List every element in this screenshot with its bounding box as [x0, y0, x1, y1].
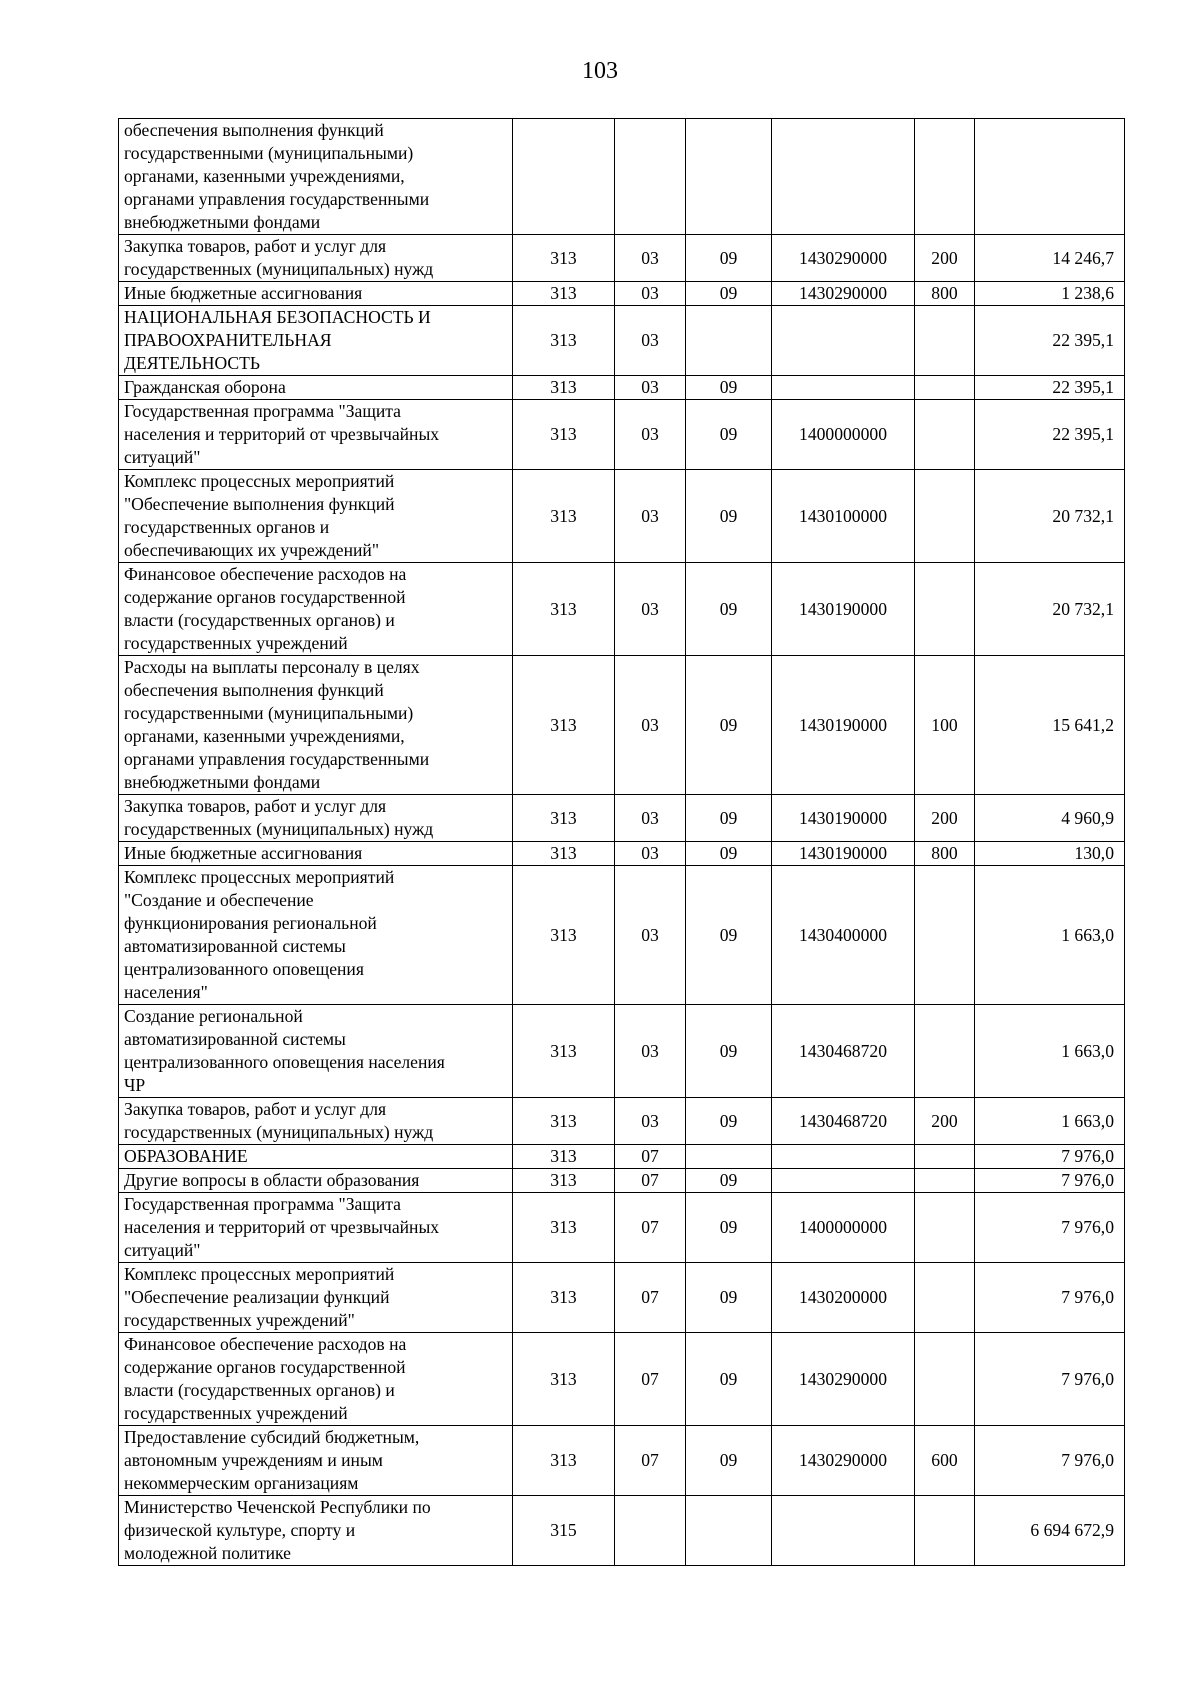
cell-gr-code: 313 — [513, 1426, 615, 1496]
cell-vr-code — [915, 376, 975, 400]
table-row — [119, 1426, 1125, 1496]
table-row — [119, 795, 1125, 842]
table-row — [119, 470, 1125, 563]
cell-vr-code: 600 — [915, 1426, 975, 1496]
cell-rz-code: 07 — [615, 1426, 686, 1496]
cell-rz-code: 03 — [615, 376, 686, 400]
cell-vr-code — [915, 1263, 975, 1333]
cell-name: Финансовое обеспечение расходов на содержание органов государственной власти (государственных органов) и государственных учреждений — [119, 563, 513, 656]
cell-gr-code: 313 — [513, 1333, 615, 1426]
cell-pr-code: 09 — [686, 400, 772, 470]
cell-cs-code — [772, 376, 915, 400]
cell-vr-code — [915, 563, 975, 656]
cell-vr-code — [915, 470, 975, 563]
cell-pr-code — [686, 306, 772, 376]
cell-amount: 1 663,0 — [975, 1098, 1125, 1145]
table-row — [119, 1145, 1125, 1169]
cell-vr-code — [915, 1333, 975, 1426]
cell-cs-code: 1430468720 — [772, 1098, 915, 1145]
cell-amount: 130,0 — [975, 842, 1125, 866]
cell-rz-code: 03 — [615, 842, 686, 866]
cell-pr-code — [686, 119, 772, 235]
cell-gr-code: 313 — [513, 376, 615, 400]
cell-rz-code: 03 — [615, 400, 686, 470]
cell-vr-code — [915, 119, 975, 235]
cell-pr-code: 09 — [686, 1263, 772, 1333]
cell-name: Комплекс процессных мероприятий "Обеспечение реализации функций государственных учреждений" — [119, 1263, 513, 1333]
cell-cs-code — [772, 1496, 915, 1566]
table-row — [119, 1333, 1125, 1426]
cell-vr-code — [915, 1005, 975, 1098]
cell-pr-code: 09 — [686, 1193, 772, 1263]
cell-cs-code — [772, 1169, 915, 1193]
cell-pr-code: 09 — [686, 563, 772, 656]
cell-name: Министерство Чеченской Республики по физической культуре, спорту и молодежной политике — [119, 1496, 513, 1566]
cell-gr-code: 313 — [513, 1098, 615, 1145]
table-row — [119, 866, 1125, 1005]
table-row — [119, 400, 1125, 470]
cell-amount: 20 732,1 — [975, 470, 1125, 563]
cell-gr-code: 313 — [513, 400, 615, 470]
cell-rz-code: 03 — [615, 656, 686, 795]
cell-amount: 7 976,0 — [975, 1169, 1125, 1193]
cell-rz-code: 03 — [615, 1005, 686, 1098]
cell-vr-code: 200 — [915, 795, 975, 842]
cell-amount: 6 694 672,9 — [975, 1496, 1125, 1566]
cell-name: Закупка товаров, работ и услуг для государственных (муниципальных) нужд — [119, 795, 513, 842]
cell-name: Государственная программа "Защита населения и территорий от чрезвычайных ситуаций" — [119, 400, 513, 470]
cell-vr-code: 800 — [915, 842, 975, 866]
cell-rz-code: 07 — [615, 1169, 686, 1193]
cell-vr-code — [915, 1145, 975, 1169]
cell-name: Комплекс процессных мероприятий "Создание и обеспечение функционирования региональной автоматизированной системы централизованного оповещения населения" — [119, 866, 513, 1005]
page-number: 103 — [582, 58, 618, 84]
cell-amount: 20 732,1 — [975, 563, 1125, 656]
cell-pr-code: 09 — [686, 795, 772, 842]
cell-vr-code — [915, 1169, 975, 1193]
cell-name: Закупка товаров, работ и услуг для государственных (муниципальных) нужд — [119, 1098, 513, 1145]
cell-amount: 4 960,9 — [975, 795, 1125, 842]
cell-cs-code: 1430290000 — [772, 235, 915, 282]
cell-cs-code: 1430400000 — [772, 866, 915, 1005]
cell-gr-code: 313 — [513, 1169, 615, 1193]
cell-rz-code: 07 — [615, 1333, 686, 1426]
cell-rz-code: 07 — [615, 1193, 686, 1263]
cell-rz-code: 03 — [615, 306, 686, 376]
cell-cs-code: 1400000000 — [772, 400, 915, 470]
cell-cs-code: 1430100000 — [772, 470, 915, 563]
cell-name: Гражданская оборона — [119, 376, 513, 400]
cell-pr-code: 09 — [686, 866, 772, 1005]
cell-gr-code: 313 — [513, 306, 615, 376]
cell-name: Другие вопросы в области образования — [119, 1169, 513, 1193]
cell-gr-code: 313 — [513, 1193, 615, 1263]
cell-amount: 7 976,0 — [975, 1333, 1125, 1426]
cell-name: Закупка товаров, работ и услуг для государственных (муниципальных) нужд — [119, 235, 513, 282]
table-row — [119, 119, 1125, 235]
cell-amount: 22 395,1 — [975, 400, 1125, 470]
cell-rz-code — [615, 119, 686, 235]
cell-name: НАЦИОНАЛЬНАЯ БЕЗОПАСНОСТЬ И ПРАВООХРАНИТЕЛЬНАЯ ДЕЯТЕЛЬНОСТЬ — [119, 306, 513, 376]
cell-gr-code: 313 — [513, 1005, 615, 1098]
cell-rz-code: 03 — [615, 235, 686, 282]
table-row — [119, 1193, 1125, 1263]
cell-pr-code: 09 — [686, 235, 772, 282]
cell-cs-code: 1430200000 — [772, 1263, 915, 1333]
cell-rz-code: 03 — [615, 1098, 686, 1145]
cell-pr-code — [686, 1145, 772, 1169]
cell-cs-code: 1400000000 — [772, 1193, 915, 1263]
cell-vr-code — [915, 1496, 975, 1566]
cell-amount: 7 976,0 — [975, 1145, 1125, 1169]
cell-gr-code: 313 — [513, 282, 615, 306]
cell-pr-code: 09 — [686, 1426, 772, 1496]
cell-name: Иные бюджетные ассигнования — [119, 282, 513, 306]
table-row — [119, 842, 1125, 866]
cell-gr-code: 313 — [513, 842, 615, 866]
cell-vr-code: 800 — [915, 282, 975, 306]
table-row — [119, 1169, 1125, 1193]
cell-pr-code: 09 — [686, 1169, 772, 1193]
cell-cs-code: 1430190000 — [772, 563, 915, 656]
table-row — [119, 563, 1125, 656]
cell-name: Государственная программа "Защита населения и территорий от чрезвычайных ситуаций" — [119, 1193, 513, 1263]
cell-vr-code — [915, 400, 975, 470]
cell-pr-code: 09 — [686, 1005, 772, 1098]
cell-rz-code: 07 — [615, 1263, 686, 1333]
cell-rz-code — [615, 1496, 686, 1566]
cell-amount: 15 641,2 — [975, 656, 1125, 795]
table-row — [119, 656, 1125, 795]
table-row — [119, 1263, 1125, 1333]
cell-cs-code — [772, 119, 915, 235]
cell-cs-code: 1430290000 — [772, 1426, 915, 1496]
cell-name: ОБРАЗОВАНИЕ — [119, 1145, 513, 1169]
cell-amount: 1 663,0 — [975, 1005, 1125, 1098]
cell-gr-code: 313 — [513, 1145, 615, 1169]
cell-rz-code: 03 — [615, 282, 686, 306]
cell-gr-code: 313 — [513, 866, 615, 1005]
cell-name: Расходы на выплаты персоналу в целях обеспечения выполнения функций государственными (муниципальными) органами, казенными учреждениями, органами управления государственными внебюджетными фондами — [119, 656, 513, 795]
table-row — [119, 1005, 1125, 1098]
cell-gr-code: 313 — [513, 470, 615, 563]
cell-gr-code: 313 — [513, 1263, 615, 1333]
cell-amount: 22 395,1 — [975, 376, 1125, 400]
cell-pr-code: 09 — [686, 470, 772, 563]
table-row — [119, 306, 1125, 376]
cell-gr-code: 313 — [513, 563, 615, 656]
cell-vr-code — [915, 866, 975, 1005]
cell-cs-code — [772, 1145, 915, 1169]
cell-vr-code: 100 — [915, 656, 975, 795]
cell-gr-code — [513, 119, 615, 235]
cell-rz-code: 03 — [615, 470, 686, 563]
cell-amount: 7 976,0 — [975, 1193, 1125, 1263]
budget-table — [118, 118, 1125, 1566]
table-row — [119, 1098, 1125, 1145]
cell-pr-code: 09 — [686, 376, 772, 400]
cell-vr-code: 200 — [915, 1098, 975, 1145]
cell-amount: 1 238,6 — [975, 282, 1125, 306]
cell-amount: 1 663,0 — [975, 866, 1125, 1005]
cell-cs-code: 1430468720 — [772, 1005, 915, 1098]
cell-rz-code: 03 — [615, 866, 686, 1005]
cell-pr-code: 09 — [686, 842, 772, 866]
cell-name: Создание региональной автоматизированной системы централизованного оповещения населения ЧР — [119, 1005, 513, 1098]
cell-gr-code: 313 — [513, 795, 615, 842]
cell-vr-code — [915, 306, 975, 376]
table-row — [119, 282, 1125, 306]
table-row — [119, 1496, 1125, 1566]
budget-table-body — [119, 119, 1125, 1566]
table-row — [119, 235, 1125, 282]
cell-cs-code: 1430190000 — [772, 842, 915, 866]
cell-vr-code: 200 — [915, 235, 975, 282]
cell-gr-code: 313 — [513, 656, 615, 795]
cell-name: Финансовое обеспечение расходов на содержание органов государственной власти (государственных органов) и государственных учреждений — [119, 1333, 513, 1426]
cell-cs-code: 1430190000 — [772, 795, 915, 842]
cell-cs-code: 1430290000 — [772, 282, 915, 306]
cell-pr-code — [686, 1496, 772, 1566]
cell-vr-code — [915, 1193, 975, 1263]
cell-amount: 14 246,7 — [975, 235, 1125, 282]
cell-rz-code: 03 — [615, 795, 686, 842]
cell-pr-code: 09 — [686, 1333, 772, 1426]
cell-gr-code: 313 — [513, 235, 615, 282]
cell-name: обеспечения выполнения функций государственными (муниципальными) органами, казенными учреждениями, органами управления государственными внебюджетными фондами — [119, 119, 513, 235]
cell-amount — [975, 119, 1125, 235]
cell-gr-code: 315 — [513, 1496, 615, 1566]
cell-cs-code: 1430190000 — [772, 656, 915, 795]
cell-amount: 22 395,1 — [975, 306, 1125, 376]
cell-cs-code — [772, 306, 915, 376]
cell-amount: 7 976,0 — [975, 1263, 1125, 1333]
cell-amount: 7 976,0 — [975, 1426, 1125, 1496]
cell-name: Иные бюджетные ассигнования — [119, 842, 513, 866]
cell-pr-code: 09 — [686, 656, 772, 795]
cell-rz-code: 07 — [615, 1145, 686, 1169]
table-row — [119, 376, 1125, 400]
cell-name: Предоставление субсидий бюджетным, автономным учреждениям и иным некоммерческим организациям — [119, 1426, 513, 1496]
cell-cs-code: 1430290000 — [772, 1333, 915, 1426]
cell-rz-code: 03 — [615, 563, 686, 656]
cell-pr-code: 09 — [686, 1098, 772, 1145]
cell-pr-code: 09 — [686, 282, 772, 306]
cell-name: Комплекс процессных мероприятий "Обеспечение выполнения функций государственных органов и обеспечивающих их учреждений" — [119, 470, 513, 563]
